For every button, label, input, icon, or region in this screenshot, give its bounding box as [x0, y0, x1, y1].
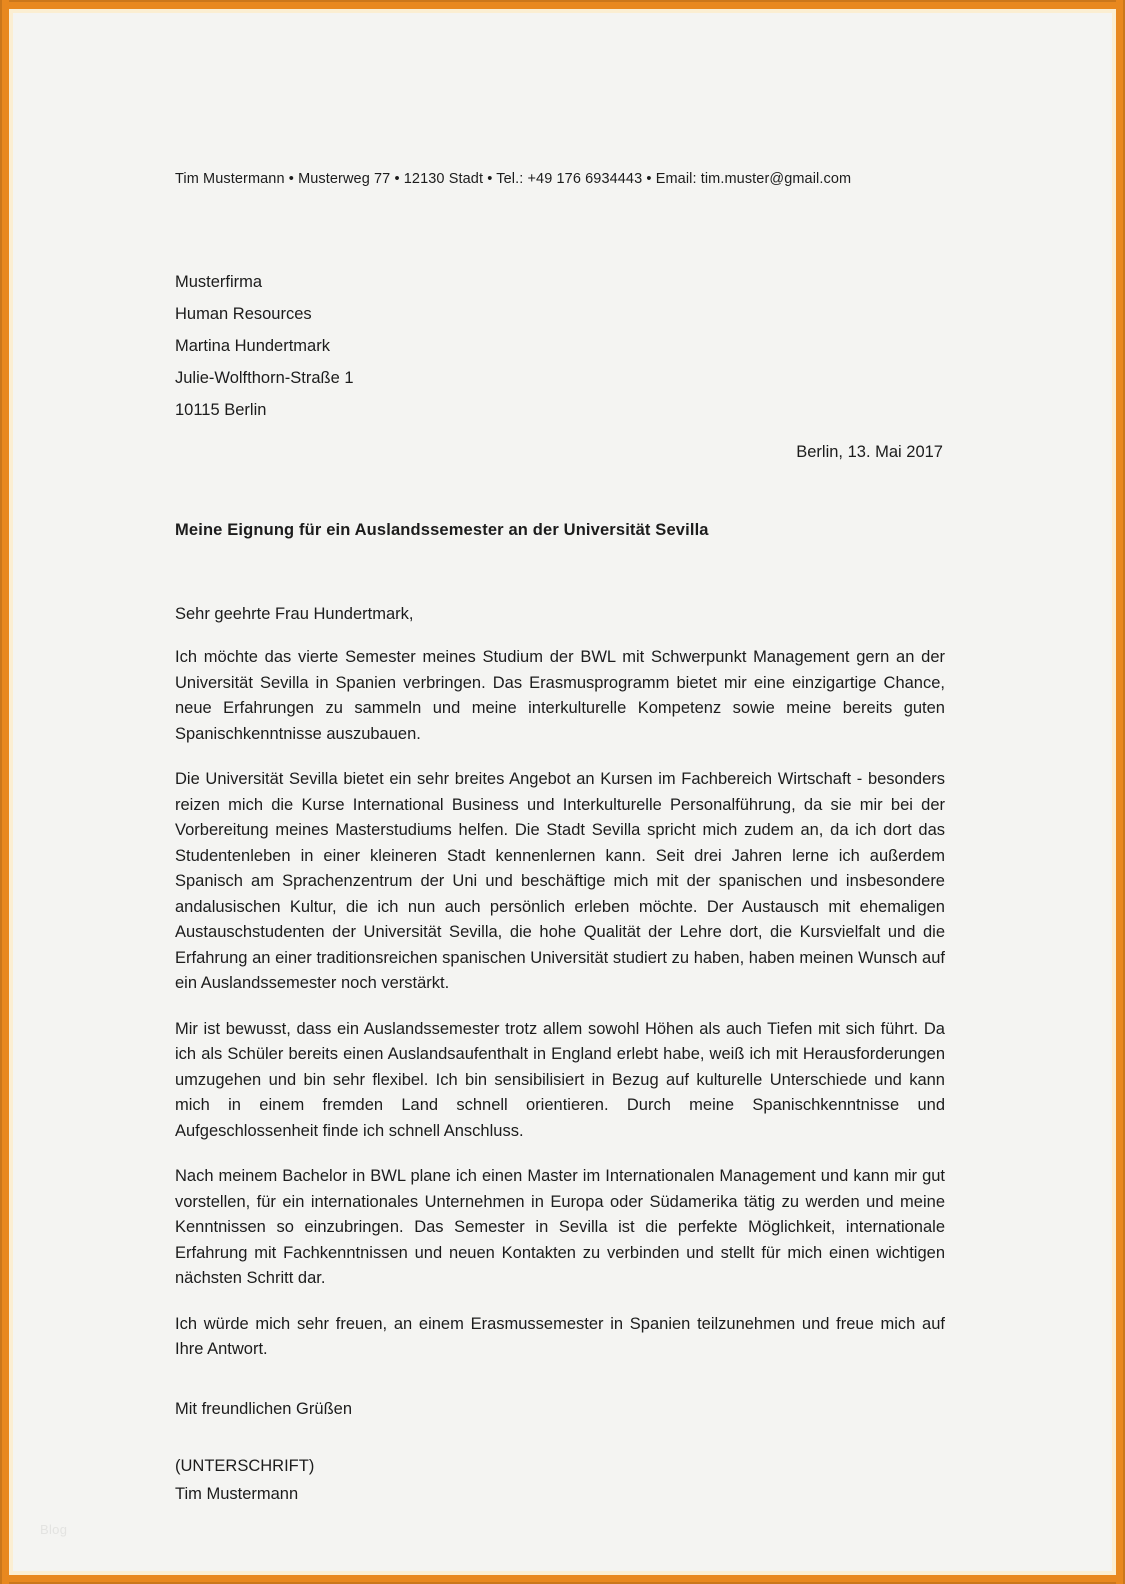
- closing-phrase: Mit freundlichen Grüßen: [175, 1399, 352, 1418]
- recipient-city: 10115 Berlin: [175, 401, 267, 419]
- salutation: Sehr geehrte Frau Hundertmark,: [175, 605, 414, 623]
- body-paragraph-1: Ich möchte das vierte Semester meines Studium der BWL mit Schwerpunkt Management gern an der Universität Sevilla in Spanien verbringen. Das Erasmusprogramm bietet mir eine einzigartige Chance, neue Erfahrungen zu sammeln und meine interkulturelle Kompetenz sowie meine bereits guten Spanischkenntnisse auszubauen.: [175, 648, 945, 743]
- page-inner-line-bottom: [9, 1571, 1116, 1575]
- sender-contact-line: Tim Mustermann • Musterweg 77 • 12130 Stadt • Tel.: +49 176 6934443 • Email: tim.muster@gmail.com: [175, 171, 852, 187]
- page-border-bottom: [0, 1575, 1125, 1584]
- body-paragraph-3: Mir ist bewusst, dass ein Auslandssemester trotz allem sowohl Höhen als auch Tiefen mit sich führt. Da ich als Schüler bereits einen Auslandsaufenthalt in England erlebt habe, weiß ich mit Herausforderungen umzugehen und bin sehr flexibel. Ich bin sensibilisiert in Bezug auf kulturelle Unterschiede und kann mich in einem fremden Land schnell orientieren. Durch meine Spanischkenntnisse und Aufgeschlossenheit finde ich schnell Anschluss.: [175, 1019, 945, 1140]
- body-paragraph-2: Die Universität Sevilla bietet ein sehr breites Angebot an Kursen im Fachbereich Wirtschaft - besonders reizen mich die Kurse International Business und Interkulturelle Personalführung, da sie mir bei der Vorbereitung meines Masterstudiums helfen. Die Stadt Sevilla spricht mich zudem an, da ich dort das Studentenleben in einer kleineren Stadt kennenlernen kann. Seit drei Jahren lerne ich außerdem Spanisch am Sprachenzentrum der Uni und beschäftige mich mit der spanischen und insbesondere andalusischen Kultur, die ich nun auch persönlich erleben möchte. Der Austausch mit ehemaligen Austauschstudenten der Universität Sevilla, die hohe Qualität der Lehre dort, die Kursvielfalt und die Erfahrung an einer traditionsreichen spanischen Universität studiert zu haben, haben meinen Wunsch auf ein Auslandssemester noch verstärkt.: [175, 770, 945, 992]
- date-line: Berlin, 13. Mai 2017: [796, 443, 943, 461]
- page-inner-line-left: [9, 9, 13, 1575]
- body-paragraph-5: Ich würde mich sehr freuen, an einem Erasmussemester in Spanien teilzunehmen und freue mich auf Ihre Antwort.: [175, 1314, 945, 1358]
- recipient-department: Human Resources: [175, 305, 312, 323]
- page-inner-line-right: [1112, 9, 1116, 1575]
- subject-line: Meine Eignung für ein Auslandssemester an der Universität Sevilla: [175, 521, 709, 539]
- recipient-address-block: [175, 266, 945, 426]
- signature-placeholder: (UNTERSCHRIFT): [175, 1457, 315, 1475]
- page-watermark: Blog: [40, 1522, 68, 1537]
- page-border-left: [0, 0, 9, 1584]
- page-border-right: [1116, 0, 1125, 1584]
- letter-document: [175, 0, 945, 1508]
- signature-block: [175, 1452, 945, 1508]
- signature-name: Tim Mustermann: [175, 1485, 299, 1503]
- recipient-street: Julie-Wolfthorn-Straße 1: [175, 369, 354, 387]
- recipient-person: Martina Hundertmark: [175, 337, 330, 355]
- body-paragraph-4: Nach meinem Bachelor in BWL plane ich einen Master im Internationalen Management und kann mir gut vorstellen, für ein internationales Unternehmen in Europa oder Südamerika tätig zu werden und meine Kenntnissen so einzubringen. Das Semester in Sevilla ist die perfekte Möglichkeit, internationale Erfahrung mit Fachkenntnissen und neuen Kontakten zu verbinden und stellt für mich einen wichtigen nächsten Schritt dar.: [175, 1167, 945, 1287]
- recipient-company: Musterfirma: [175, 273, 263, 291]
